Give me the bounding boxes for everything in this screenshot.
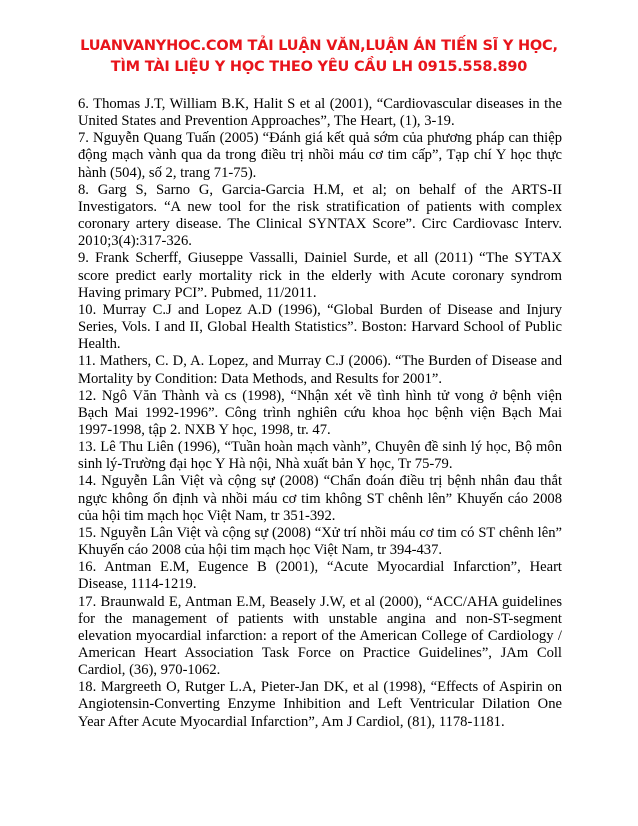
reference-item: 12. Ngô Văn Thành và cs (1998), “Nhận xét về tình hình tử vong ở bệnh viện Bạch Mai 1992-1996”. Công trình nghiên cứu khoa học bệnh viện Bạch Mai 1997-1998, tập 2. NXB Y học, 1998, tr. 47. bbox=[78, 387, 562, 438]
reference-item: 18. Margreeth O, Rutger L.A, Pieter-Jan DK, et al (1998), “Effects of Aspirin on Angiotensin-Converting Enzyme Inhibition and Left Ventricular Dilation One Year After Acute Myocardial Infarction”, Am J Cardiol, (81), 1178-1181. bbox=[78, 679, 562, 730]
page-header bbox=[60, 36, 578, 78]
reference-item: 6. Thomas J.T, William B.K, Halit S et al (2001), “Cardiovascular diseases in the United States and Prevention Approaches”, The Heart, (1), 3-19. bbox=[78, 96, 562, 130]
reference-item: 16. Antman E.M, Eugence B (2001), “Acute Myocardial Infarction”, Heart Disease, 1114-1219. bbox=[78, 559, 562, 593]
reference-item: 17. Braunwald E, Antman E.M, Beasely J.W, et al (2000), “ACC/AHA guidelines for the management of patients with unstable angina and non-ST-segment elevation myocardial infarction: a report of the American College of Cardiology / American Heart Association Task Force on Practice Guidelines”, JAm Coll Cardiol, (36), 970-1062. bbox=[78, 593, 562, 679]
reference-list bbox=[78, 96, 562, 731]
reference-item: 7. Nguyễn Quang Tuấn (2005) “Đánh giá kết quả sớm của phương pháp can thiệp động mạch vành qua da trong điều trị nhồi máu cơ tim cấp”, Tạp chí Y học thực hành (504), số 2, trang 71-75). bbox=[78, 130, 562, 181]
reference-item: 11. Mathers, C. D, A. Lopez, and Murray C.J (2006). “The Burden of Disease and Mortality by Condition: Data Methods, and Results for 2001”. bbox=[78, 353, 562, 387]
reference-item: 10. Murray C.J and Lopez A.D (1996), “Global Burden of Disease and Injury Series, Vols. I and II, Global Health Statistics”. Boston: Harvard School of Public Health. bbox=[78, 301, 562, 353]
reference-item: 14. Nguyễn Lân Việt và cộng sự (2008) “Chẩn đoán điều trị bệnh nhân đau thắt ngực không ổn định và nhồi máu cơ tim không ST chênh lên” Khuyến cáo 2008 của hội tim mạch học Việt Nam, tr 351-392. bbox=[78, 473, 562, 524]
reference-item: 13. Lê Thu Liên (1996), “Tuần hoàn mạch vành”, Chuyên đề sinh lý học, Bộ môn sinh lý-Trường đại học Y Hà nội, Nhà xuất bản Y học, Tr 75-79. bbox=[78, 439, 562, 473]
header-line-2: TÌM TÀI LIỆU Y HỌC THEO YÊU CẦU LH 0915.558.890 bbox=[110, 59, 528, 75]
reference-item: 8. Garg S, Sarno G, Garcia-Garcia H.M, et al; on behalf of the ARTS-II Investigators. “A new tool for the risk stratification of patients with complex coronary artery disease. The Clinical SYNTAX Score”. Circ Cardiovasc Interv. 2010;3(4):317-326. bbox=[78, 181, 562, 250]
reference-item: 15. Nguyễn Lân Việt và cộng sự (2008) “Xử trí nhồi máu cơ tim có ST chênh lên” Khuyến cáo 2008 của hội tim mạch học Việt Nam, tr 394-437. bbox=[78, 524, 562, 559]
header-line-1: LUANVANYHOC.COM TẢI LUẬN VĂN,LUẬN ÁN TIẾN SĨ Y HỌC, bbox=[80, 38, 558, 54]
reference-item: 9. Frank Scherff, Giuseppe Vassalli, Dainiel Surde, et all (2011) “The SYTAX score predict early mortality rick in the elderly with Acute coronary syndrom Having primary PCI”. Pubmed, 11/2011. bbox=[78, 250, 562, 301]
